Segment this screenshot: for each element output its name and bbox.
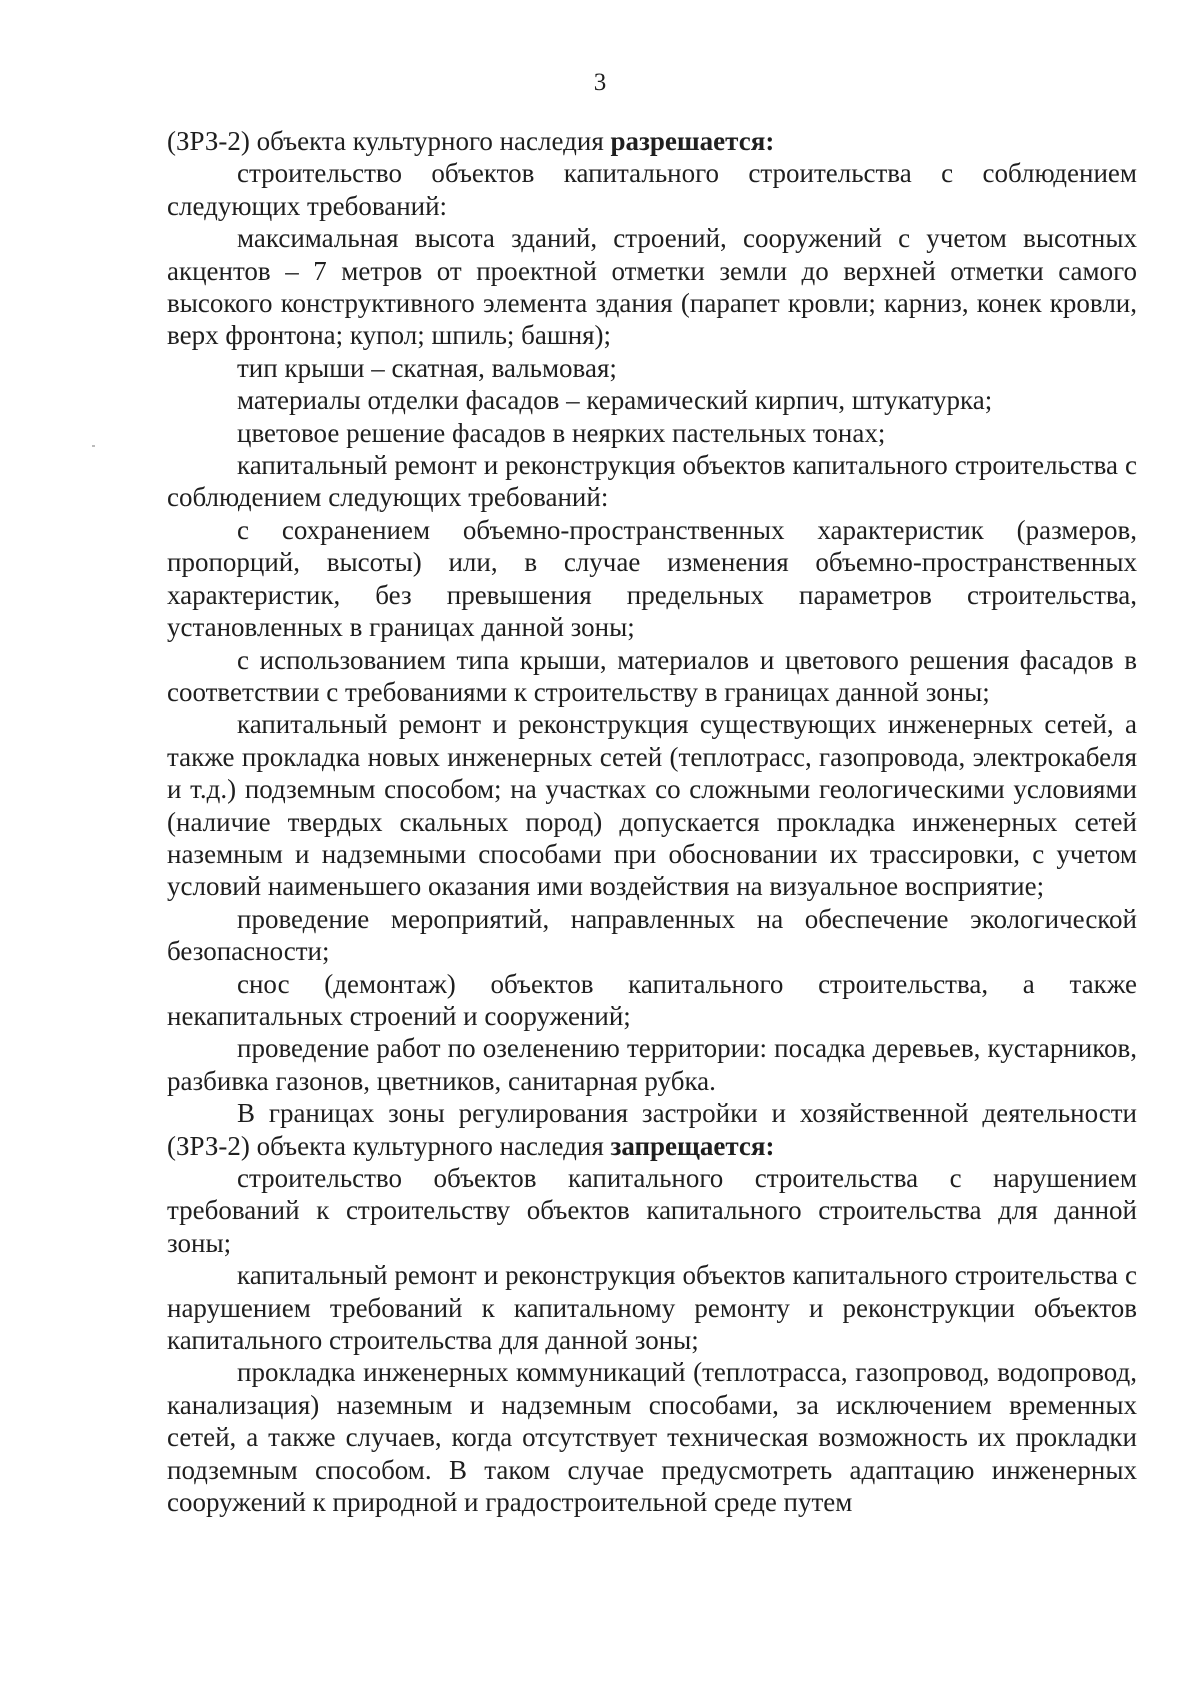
paragraph-allowed-intro (167, 125, 1137, 157)
paragraph: тип крыши – скатная, вальмовая; (237, 352, 617, 383)
paragraph: прокладка инженерных коммуникаций (теплотрасса, газопровод, водопровод, канализация) наземным и надземным способами, за исключением временных сетей, а также случаев, когда отсутствует техническая возможность их прокладки подземным способом. В таком случае предусмотреть адаптацию инженерных сооружений к природной и градостроительной среде путем (167, 1357, 1137, 1518)
paragraph: строительство объектов капитального строительства с нарушением требований к строительству объектов капитального строительства для данной зоны; (167, 1163, 1137, 1258)
paragraph-prohibited-intro (167, 1097, 1137, 1162)
emphasis-prohibited: запрещается: (610, 1130, 775, 1161)
paragraph-text: (ЗРЗ-2) объекта культурного наследия (167, 126, 611, 156)
paragraph: с использованием типа крыши, материалов и цветового решения фасадов в соответствии с требованиями к строительству в границах данной зоны; (167, 644, 1137, 707)
paragraph: снос (демонтаж) объектов капитального строительства, а также некапитальных строений и сооружений; (167, 968, 1137, 1031)
emphasis-allowed: разрешается: (610, 126, 775, 156)
page-number: 3 (593, 69, 607, 96)
paragraph: с сохранением объемно-пространственных характеристик (размеров, пропорций, высоты) или, в случае изменения объемно-пространственных характеристик, без превышения предельных параметров строительства, установленных в границах данной зоны; (167, 514, 1137, 643)
document-body (167, 125, 1137, 1518)
paragraph: строительство объектов капитального строительства с соблюдением следующих требований: (167, 158, 1137, 221)
paragraph: цветовое решение фасадов в неярких пастельных тонах; (237, 417, 886, 448)
paragraph: максимальная высота зданий, строений, сооружений с учетом высотных акцентов – 7 метров от проектной отметки земли до верхней отметки самого высокого конструктивного элемента здания (парапет кровли; карниз, конек кровли, верх фронтона; купол; шпиль; башня); (167, 223, 1137, 351)
paragraph: материалы отделки фасадов – керамический кирпич, штукатурка; (237, 385, 993, 416)
paragraph: проведение мероприятий, направленных на обеспечение экологической безопасности; (167, 903, 1137, 967)
scan-speck (92, 445, 95, 447)
paragraph: капитальный ремонт и реконструкция объектов капитального строительства с нарушением требований к капитальному ремонту и реконструкции объектов капитального строительства для данной зоны; (167, 1260, 1137, 1356)
paragraph-text: В границах зоны регулирования застройки и хозяйственной деятельности (ЗРЗ-2) объекта культурного наследия (167, 1098, 1137, 1161)
paragraph: проведение работ по озеленению территории: посадка деревьев, кустарников, разбивка газонов, цветников, санитарная рубка. (167, 1033, 1137, 1096)
paragraph: капитальный ремонт и реконструкция существующих инженерных сетей, а также прокладка новых инженерных сетей (теплотрасс, газопровода, электрокабеля и т.д.) подземным способом; на участках со сложными геологическими условиями (наличие твердых скальных пород) допускается прокладка инженерных сетей наземным и надземными способами при обосновании их трассировки, с учетом условий наименьшего оказания ими воздействия на визуальное восприятие; (167, 709, 1137, 902)
paragraph: капитальный ремонт и реконструкция объектов капитального строительства с соблюдением следующих требований: (167, 450, 1137, 513)
